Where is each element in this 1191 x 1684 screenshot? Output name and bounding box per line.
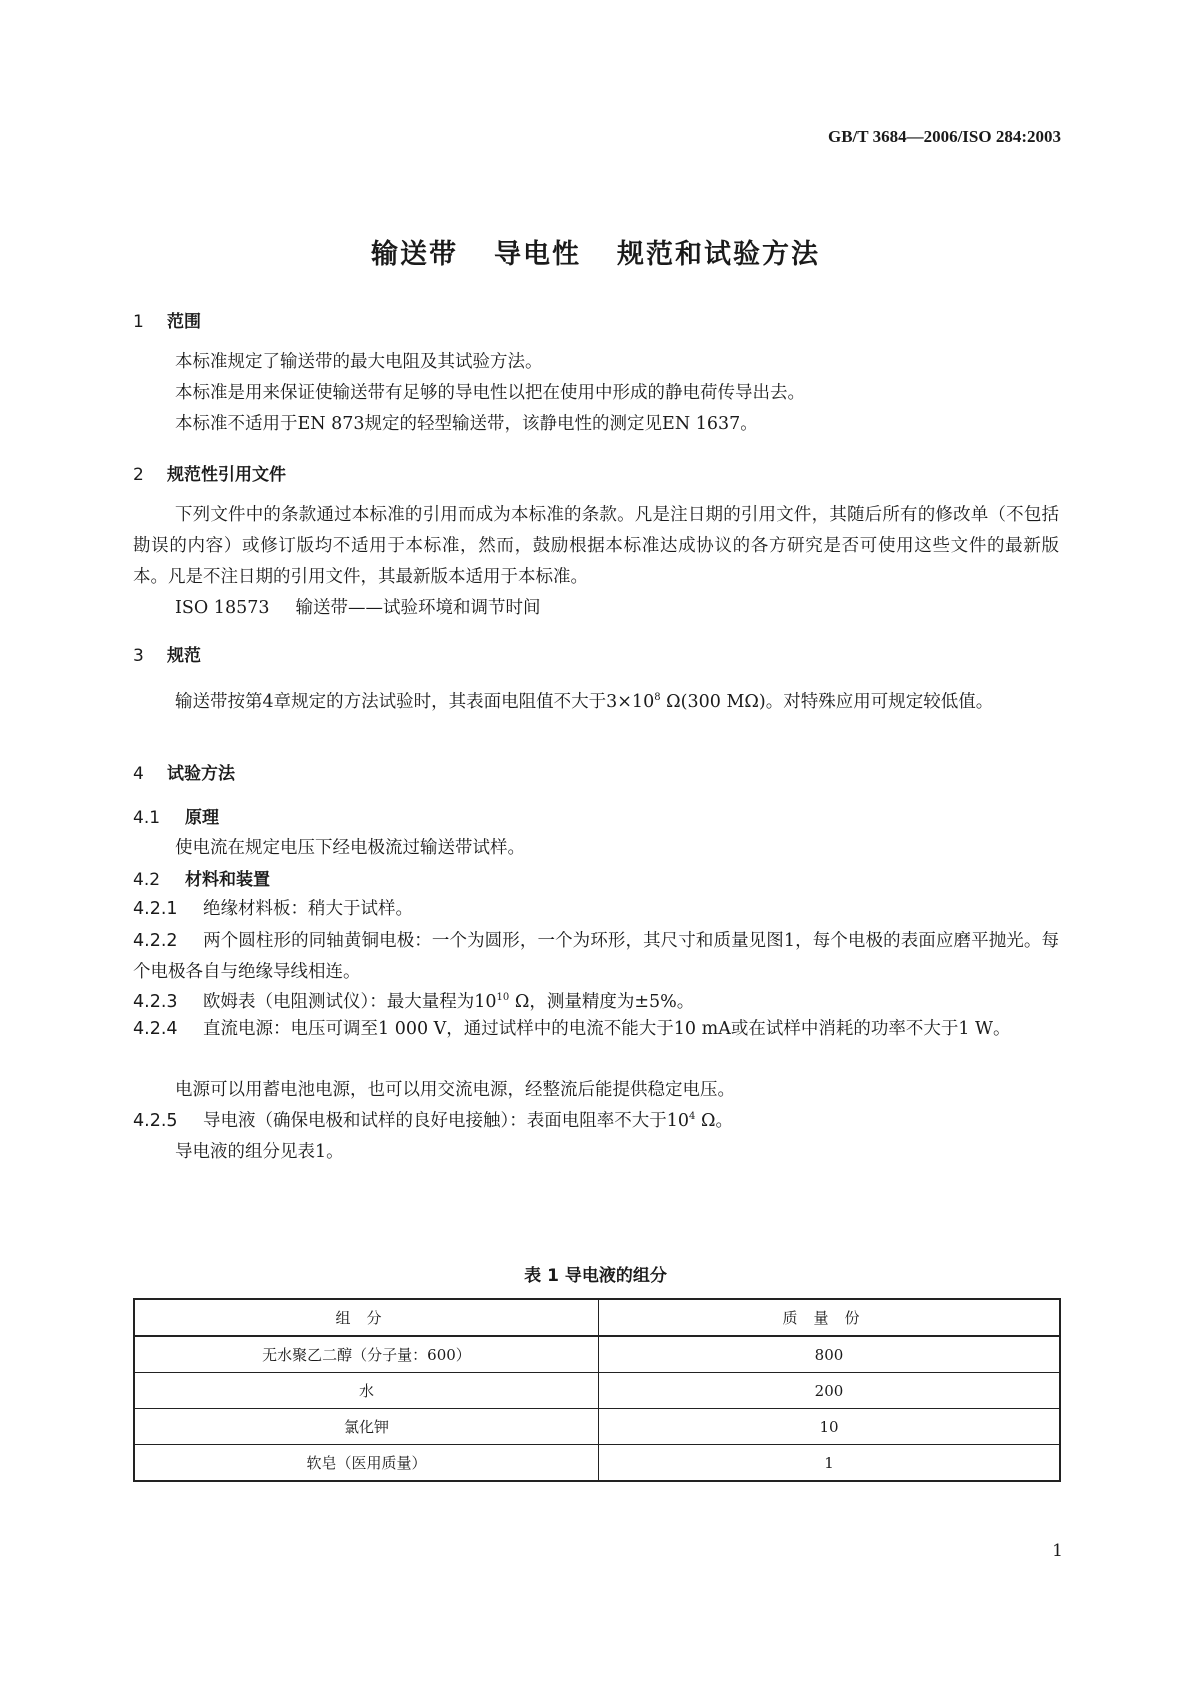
cell-parts: 200 <box>599 1373 1061 1409</box>
section-2-paragraph: 下列文件中的条款通过本标准的引用而成为本标准的条款。凡是注日期的引用文件，其随后所有的修改单（不包括勘误的内容）或修订版均不适用于本标准，然而，鼓励根据本标准达成协议的各方研究是否可使用这些文件的最新版本。凡是不注日期的引用文件，其最新版本适用于本标准。 <box>133 505 1059 587</box>
superscript: 10 <box>496 992 510 1003</box>
section-3-heading <box>133 641 201 666</box>
page-number: 1 <box>1052 1541 1063 1561</box>
table-row <box>134 1373 1060 1409</box>
text-run: Ω(300 MΩ)。对特殊应用可规定较低值。 <box>660 692 994 712</box>
clause-4-2-5-note: 导电液的组分见表1。 <box>175 1142 344 1162</box>
clause-4-2-3 <box>133 988 694 1013</box>
clause-text: 直流电源：电压可调至1 000 V，通过试样中的电流不能大于10 mA或在试样中消耗的功率不大于1 W。 <box>203 1019 1011 1039</box>
text-run: 导电液（确保电极和试样的良好电接触）：表面电阻率不大于10 <box>203 1111 690 1131</box>
section-1-paragraph-3: 本标准不适用于EN 873规定的轻型输送带，该静电性的测定见EN 1637。 <box>175 414 758 434</box>
clause-text: 绝缘材料板：稍大于试样。 <box>203 899 413 919</box>
normative-reference <box>175 594 540 619</box>
clause-number: 4.2.4 <box>133 1019 178 1039</box>
clause-4-2-2 <box>133 926 1059 988</box>
clause-number: 4.2.2 <box>133 931 178 951</box>
reference-code: ISO 18573 <box>175 598 270 618</box>
title-part-3: 规范和试验方法 <box>617 239 820 270</box>
clause-4-2-4 <box>133 1014 1059 1045</box>
text-run: Ω。 <box>695 1111 733 1131</box>
clause-text: 两个圆柱形的同轴黄铜电极：一个为圆形，一个为环形，其尺寸和质量见图1，每个电极的表面应磨平抛光。每个电极各自与绝缘导线相连。 <box>133 931 1059 982</box>
section-1-paragraph-1: 本标准规定了输送带的最大电阻及其试验方法。 <box>175 352 543 372</box>
superscript: 8 <box>654 692 661 703</box>
section-title: 规范性引用文件 <box>167 465 286 485</box>
column-header-component: 组分 <box>134 1299 599 1336</box>
title-part-2: 导电性 <box>494 239 581 270</box>
document-title <box>0 232 1191 271</box>
section-number: 4 <box>133 764 144 784</box>
text-run: 输送带按第4章规定的方法试验时，其表面电阻值不大于3×10 <box>175 692 655 712</box>
superscript: 4 <box>689 1111 696 1122</box>
clause-4-2-5 <box>133 1107 733 1132</box>
text-run: 欧姆表（电阻测试仪）：最大量程为10 <box>203 992 497 1012</box>
section-2-heading <box>133 460 286 485</box>
cell-component: 软皂（医用质量） <box>134 1445 599 1482</box>
title-part-1: 输送带 <box>371 239 458 270</box>
section-number: 3 <box>133 646 144 666</box>
clause-number: 4.2.5 <box>133 1111 178 1131</box>
clause-4-2-heading <box>133 865 270 890</box>
column-header-parts: 质量份 <box>599 1299 1061 1336</box>
clause-4-1-text: 使电流在规定电压下经电极流过输送带试样。 <box>175 838 525 858</box>
section-1-heading <box>133 307 201 332</box>
cell-parts: 1 <box>599 1445 1061 1482</box>
clause-4-1-heading <box>133 803 219 828</box>
clause-title: 材料和装置 <box>185 870 270 890</box>
reference-title: 输送带——试验环境和调节时间 <box>295 598 541 618</box>
cell-component: 氯化钾 <box>134 1409 599 1445</box>
clause-number: 4.2.3 <box>133 992 178 1012</box>
table-row <box>134 1336 1060 1373</box>
clause-number: 4.1 <box>133 808 161 828</box>
cell-component: 无水聚乙二醇（分子量：600） <box>134 1336 599 1373</box>
clause-title: 原理 <box>185 808 219 828</box>
section-number: 1 <box>133 312 144 332</box>
section-title: 试验方法 <box>167 764 235 784</box>
clause-4-2-4-note: 电源可以用蓄电池电源，也可以用交流电源，经整流后能提供稳定电压。 <box>175 1080 735 1100</box>
table-header-row <box>134 1299 1060 1336</box>
table-row <box>134 1445 1060 1482</box>
section-title: 范围 <box>167 312 201 332</box>
section-1-paragraph-2: 本标准是用来保证使输送带有足够的导电性以把在使用中形成的静电荷传导出去。 <box>175 383 805 403</box>
section-number: 2 <box>133 465 144 485</box>
clause-number: 4.2 <box>133 870 161 890</box>
section-4-heading <box>133 759 235 784</box>
cell-component: 水 <box>134 1373 599 1409</box>
composition-table <box>133 1298 1061 1482</box>
table-row <box>134 1409 1060 1445</box>
cell-parts: 10 <box>599 1409 1061 1445</box>
section-3-paragraph <box>133 682 1059 718</box>
standard-code: GB/T 3684—2006/ISO 284:2003 <box>828 127 1061 146</box>
clause-number: 4.2.1 <box>133 899 178 919</box>
cell-parts: 800 <box>599 1336 1061 1373</box>
text-run: Ω，测量精度为±5%。 <box>509 992 695 1012</box>
clause-4-2-1 <box>133 895 413 920</box>
table-caption: 表 1 导电液的组分 <box>524 1266 667 1286</box>
section-title: 规范 <box>167 646 201 666</box>
